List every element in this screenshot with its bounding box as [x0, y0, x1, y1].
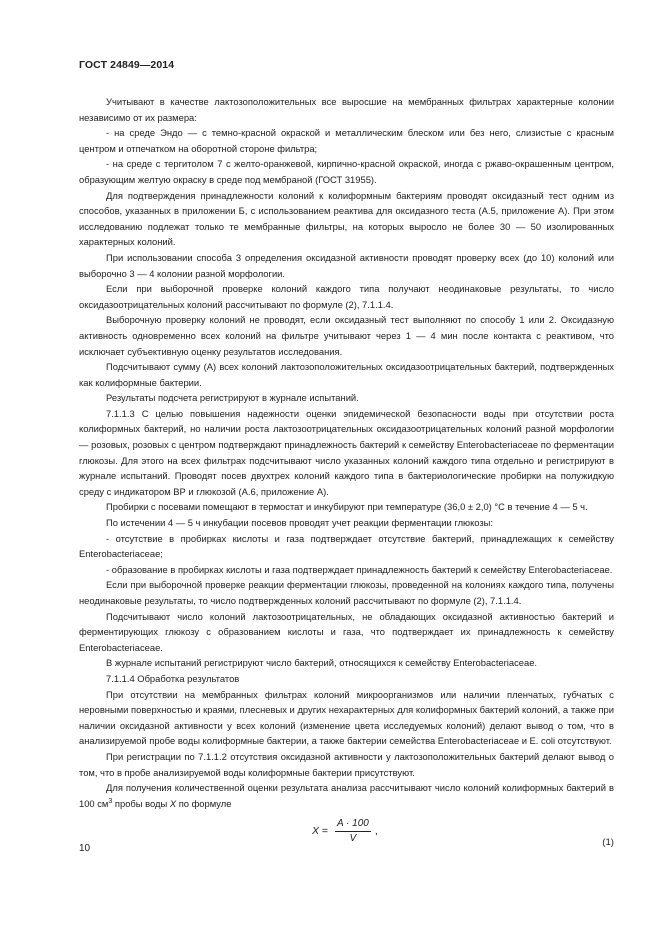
paragraph: - на среде Эндо — с темно-красной окраской и металлическим блеском или без него, слизистые с красным центром и отпечатком на оборотной стороне фильтра;	[79, 127, 614, 154]
document-header: ГОСТ 24849—2014	[79, 59, 175, 71]
paragraph: Подсчитывают сумму (А) всех колоний лактозоположительных оксидазоотрицательных бактерий, подтвержденных как колиформные бактерии.	[79, 361, 614, 388]
paragraph: Пробирки с посевами помещают в термостат и инкубируют при температуре (36,0 ± 2,0) °С в течение 4 — 5 ч.	[106, 501, 588, 513]
formula-denominator: V	[349, 833, 357, 845]
paragraph: Если при выборочной проверке колоний каждого типа получают неодинаковые результаты, то число оксидазоотрицательных колоний рассчитывают по формуле (2), 7.1.1.4.	[79, 283, 614, 310]
formula-numerator: A · 100	[335, 818, 371, 832]
paragraph: Учитывают в качестве лактозоположительных все выросшие на мембранных фильтрах характерные колонии независимо от их размера:	[79, 96, 614, 123]
formula-fraction	[335, 818, 371, 845]
paragraph: Для подтверждения принадлежности колоний к колиформным бактериям проводят оксидазный тест одним из способов, указанных в приложении Б, с использованием реактива для оксидазного теста (А.5, приложение А). При этом исследованию подлежат только те мембранные фильтры, на которых выросло не более 30 — 50 изолированных характерных колоний.	[79, 189, 614, 248]
formula-expression	[312, 818, 378, 845]
paragraph: В журнале испытаний регистрируют число бактерий, относящихся к семейству Enterobacteriaceae.	[106, 657, 538, 669]
paragraph: При отсутствии на мембранных фильтрах колоний микроорганизмов или наличии пленчатых, губчатых с неровными поверхностью и краями, плесневых и других нехарактерных для колиформных бактерий колоний, а также при наличии оксидазной активности у всех колоний (изменение цвета исследуемых колоний) делают вывод о том, что в анализируемой пробе воды колиформные бактерии, а также бактерии семейства Enterobacteriaceae и E. coli отсутствуют.	[79, 688, 614, 747]
formula-number: (1)	[602, 837, 614, 849]
paragraph: - на среде с тергитолом 7 с желто-оранжевой, кирпично-красной окраской, иногда с ржаво-окрашенным центром, образующим желтую окраску в среде под мембраной (ГОСТ 31955).	[79, 158, 614, 185]
page-number: 10	[79, 843, 91, 854]
paragraph: Если при выборочной проверке реакции ферментации глюкозы, проведенной на колониях каждого типа, получены неодинаковые результаты, то число подтвержденных колоний рассчитывают по формуле (2), 7.1.1.4.	[79, 579, 614, 606]
paragraph: 7.1.1.3 С целью повышения надежности оценки эпидемической безопасности воды при отсутствии роста колиформных бактерий, но наличии роста лактозоотрицательных оксидазоотрицательных колоний разной морфологии — розовых, розовых с центром подтверждают принадлежность бактерий к семейству Enterobacteriaceae по ферментации глюкозы. Для этого на всех фильтрах подсчитывают число указанных колоний каждого типа отдельно и регистрируют в журнале испытаний. Проводят посев двухтрех колоний каждого типа в бактериологические пробирки на полужидкую среду с индикатором ВР и глюкозой (А.6, приложение А).	[79, 407, 614, 497]
formula-equals: =	[319, 825, 331, 838]
paragraph: - образование в пробирках кислоты и газа подтверждает принадлежность бактерий к семейству Enterobacteriaceae.	[106, 563, 613, 575]
paragraph: - отсутствие в пробирках кислоты и газа подтверждает отсутствие бактерий, принадлежащих к семейству Enterobacteriaceae;	[79, 532, 614, 560]
formula-trailing: ,	[374, 825, 378, 838]
paragraph-formula-intro: Для получения количественной оценки результата анализа рассчитывают число колоний колиформных бактерий в 100 $см^3$ пробы воды X по формуле	[79, 782, 614, 809]
paragraph: Выборочную проверку колоний не проводят, если оксидазный тест выполняют по способу 1 или 2. Оксидазную активность одновременно всех колоний на фильтре учитывают через 1 — 4 мин после контакта с реактивом, что исключает субъективную оценку результатов исследования.	[79, 314, 614, 357]
section-heading: 7.1.1.4 Обработка результатов	[106, 672, 240, 684]
paragraph: По истечении 4 — 5 ч инкубации посевов проводят учет реакции ферментации глюкозы:	[106, 517, 494, 529]
paragraph: При регистрации по 7.1.1.2 отсутствия оксидазной активности у лактозоположительных бактерий делают вывод о том, что в пробе анализируемой воды колиформные бактерии присутствуют.	[79, 750, 614, 778]
formula-block	[79, 811, 614, 857]
paragraph: При использовании способа 3 определения оксидазной активности проводят проверку всех (до 10) колоний или выборочно 3 — 4 колонии разной морфологии.	[79, 251, 614, 279]
formula-lhs: X	[312, 825, 320, 838]
paragraph: Результаты подсчета регистрируют в журнале испытаний.	[106, 392, 359, 404]
document-body	[79, 94, 614, 857]
paragraph: Подсчитывают число колоний лактозоотрицательных, не обладающих оксидазной активностью бактерий и ферментирующих глюкозу с образованием кислоты и газа, что подтверждает их принадлежность к семейству Enterobacteriaceae.	[79, 610, 614, 653]
